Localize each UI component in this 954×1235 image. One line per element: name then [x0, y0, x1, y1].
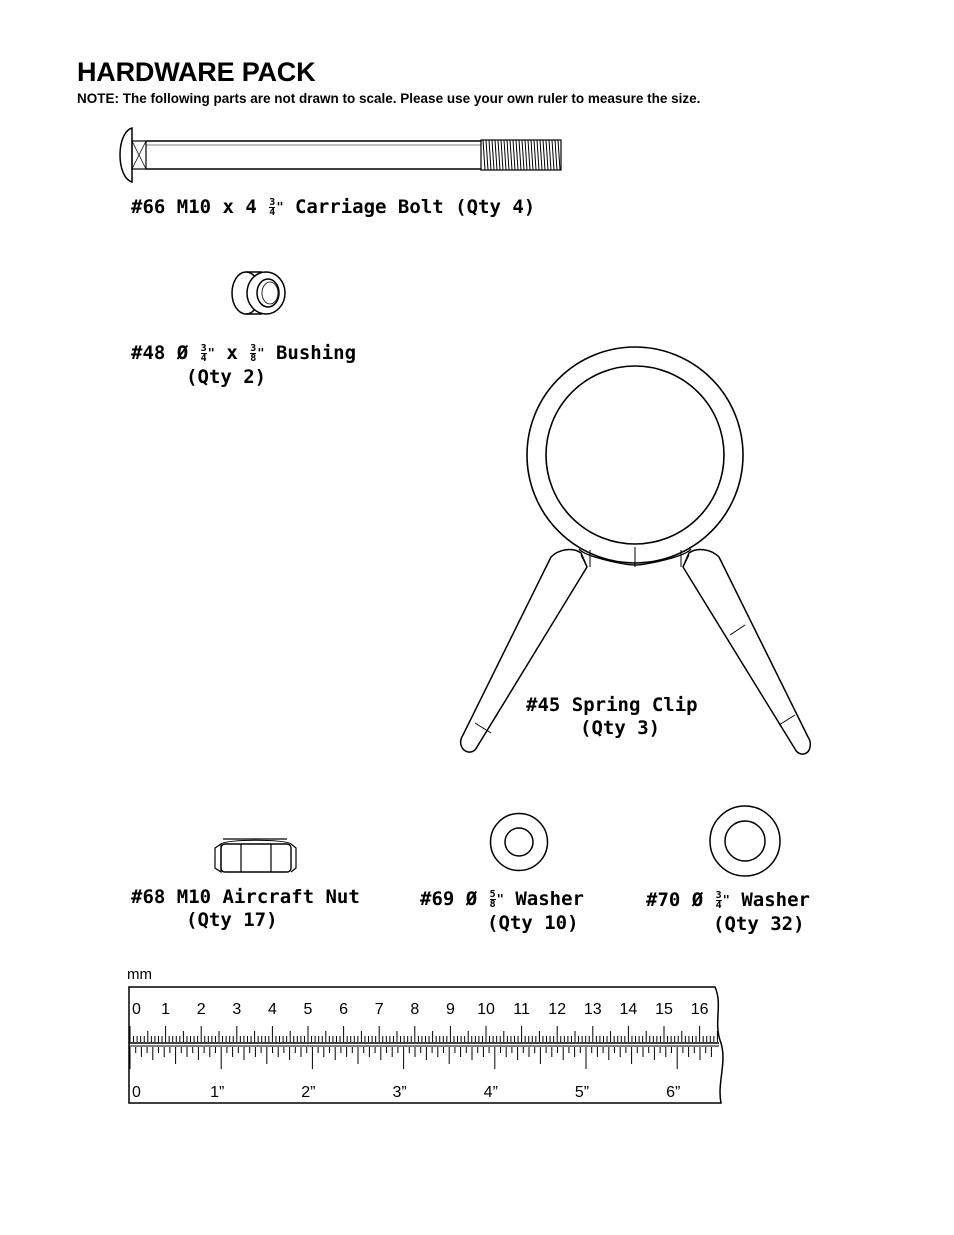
- bolt-label: #66 M10 x 4 $\frac{3}{4}$ " Carriage Bolt (Qty 4): [131, 196, 536, 218]
- washer-69-qty: (Qty 10): [487, 912, 579, 934]
- inch-label: 0: [132, 1084, 141, 1101]
- spring-clip-label: #45 Spring Clip: [526, 694, 698, 716]
- washer-70-fraction: $\frac{3}{4}$: [715, 890, 722, 911]
- page-title: HARDWARE PACK: [77, 57, 316, 87]
- cm-label: 5: [303, 1001, 313, 1018]
- nut-drawing: [213, 838, 297, 874]
- inch-label: 1”: [210, 1084, 225, 1101]
- cm-label: 12: [548, 1001, 567, 1018]
- washer-69-label: #69 Ø $\frac{5}{8}$ " Washer: [420, 888, 584, 910]
- bolt-fraction: $\frac{3}{4}$: [269, 197, 276, 218]
- bushing-drawing: [228, 268, 290, 318]
- cm-label: 7: [374, 1001, 384, 1018]
- cm-label: 9: [445, 1001, 455, 1018]
- cm-label: 16: [690, 1001, 709, 1018]
- cm-label: 0: [132, 1001, 141, 1018]
- cm-label: 3: [232, 1001, 242, 1018]
- cm-label: 8: [410, 1001, 420, 1018]
- cm-label: 15: [655, 1001, 673, 1018]
- washer-70-qty: (Qty 32): [713, 913, 805, 935]
- inch-label: 2”: [301, 1084, 316, 1101]
- bushing-label: #48 Ø $\frac{3}{4}$ " x $\frac{3}{8}$ " Bushing: [131, 342, 357, 364]
- bushing-fraction-length: $\frac{3}{8}$: [250, 343, 257, 364]
- nut-qty: (Qty 17): [186, 909, 278, 931]
- cm-label: 2: [196, 1001, 206, 1018]
- bushing-fraction-diameter: $\frac{3}{4}$: [200, 343, 207, 364]
- scale-note: NOTE: The following parts are not drawn to scale. Please use your own ruler to measure the size.: [77, 91, 701, 106]
- washer-69-drawing: [489, 812, 549, 872]
- nut-label: #68 M10 Aircraft Nut: [131, 886, 360, 908]
- cm-label: 13: [583, 1001, 602, 1018]
- carriage-bolt-drawing: [118, 125, 568, 185]
- cm-label: 4: [267, 1001, 277, 1018]
- spring-clip-qty: (Qty 3): [580, 717, 661, 739]
- washer-70-label: #70 Ø $\frac{3}{4}$ " Washer: [646, 889, 810, 911]
- cm-label: 14: [619, 1001, 638, 1018]
- bushing-qty: (Qty 2): [186, 366, 267, 388]
- inch-label: 5”: [574, 1084, 590, 1101]
- cm-label: 11: [513, 1001, 530, 1018]
- cm-label: 6: [339, 1001, 349, 1018]
- ruler: [127, 985, 727, 1105]
- cm-label: 10: [477, 1001, 495, 1018]
- washer-69-fraction: $\frac{5}{8}$: [489, 889, 496, 910]
- inch-label: 3”: [392, 1084, 407, 1101]
- ruler-unit-label: mm: [127, 966, 152, 983]
- inch-label: 6”: [666, 1084, 681, 1101]
- inch-label: 4”: [483, 1084, 498, 1101]
- cm-label: 1: [161, 1001, 171, 1018]
- washer-70-drawing: [708, 804, 782, 878]
